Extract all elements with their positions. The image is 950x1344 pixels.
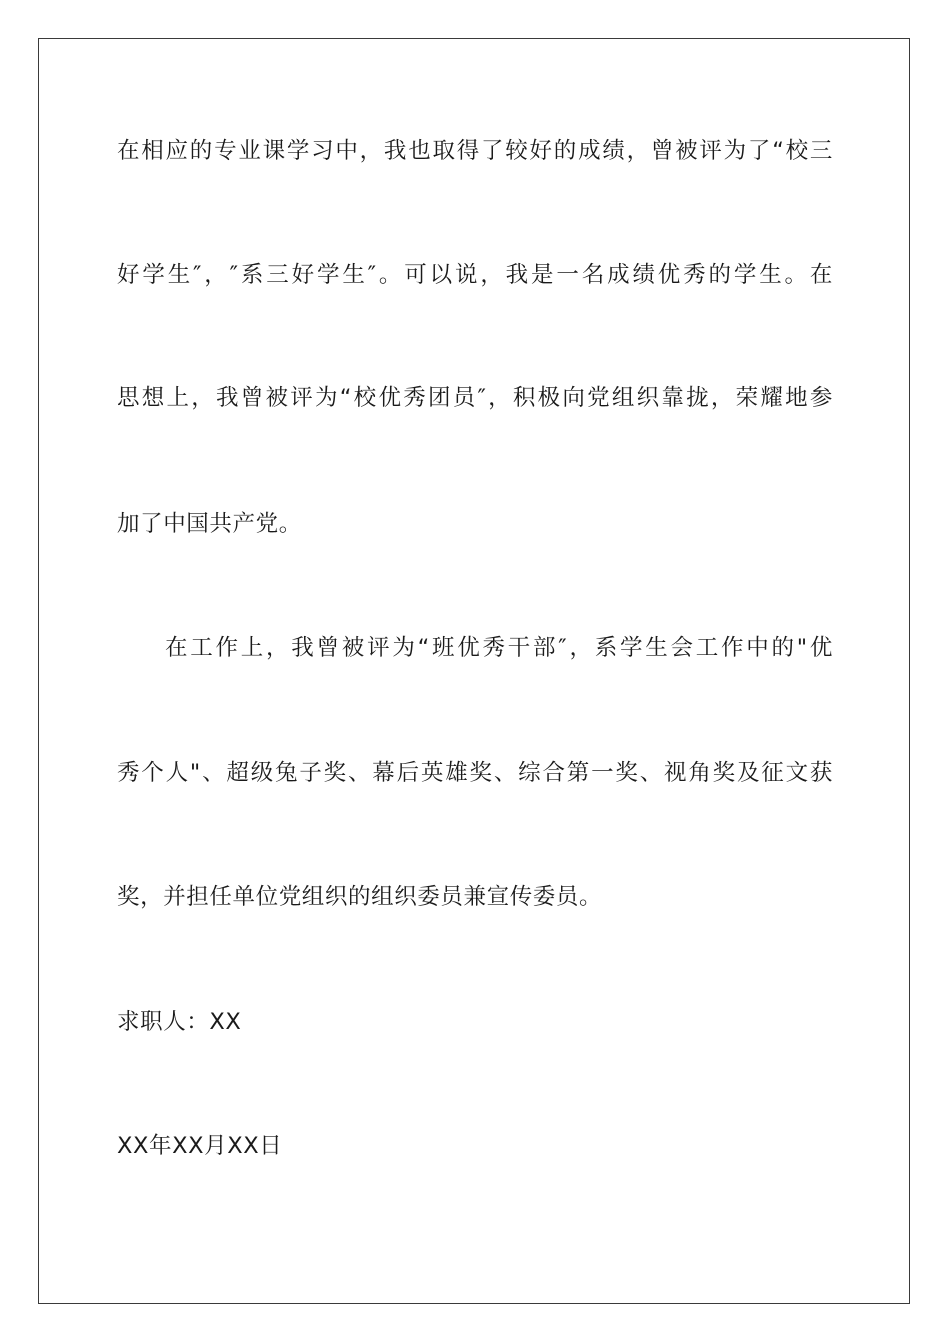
page-border bbox=[38, 38, 910, 1304]
body-text-line: 在工作上，我曾被评为“班优秀干部″，系学生会工作中的"优 bbox=[165, 635, 833, 661]
body-text-line: 在相应的专业课学习中，我也取得了较好的成绩，曾被评为了“校三 bbox=[117, 138, 833, 164]
applicant-signature: 求职人：XX bbox=[117, 1009, 242, 1035]
body-text-line: 秀个人"、超级兔子奖、幕后英雄奖、综合第一奖、视角奖及征文获 bbox=[117, 760, 833, 786]
body-text-line: 好学生″，″系三好学生″。可以说，我是一名成绩优秀的学生。在 bbox=[117, 262, 833, 288]
body-text-line: 思想上，我曾被评为“校优秀团员″，积极向党组织靠拢，荣耀地参 bbox=[117, 385, 833, 411]
body-text-line: 加了中国共产党。 bbox=[117, 511, 302, 537]
body-text-line: 奖，并担任单位党组织的组织委员兼宣传委员。 bbox=[117, 884, 603, 910]
signature-date: XX年XX月XX日 bbox=[117, 1133, 283, 1159]
